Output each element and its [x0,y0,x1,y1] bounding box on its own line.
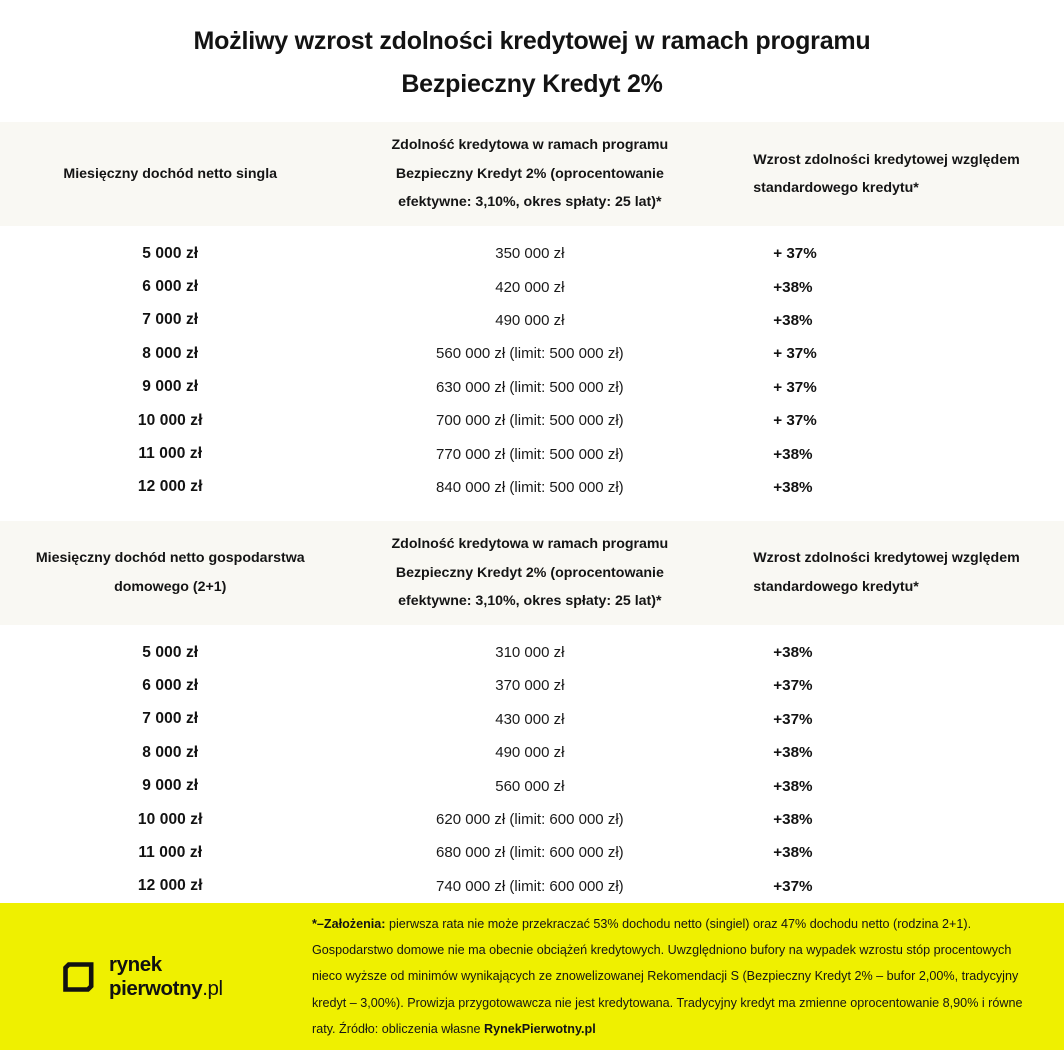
cell-income: 7 000 zł [142,710,199,728]
cell-income: 9 000 zł [142,378,199,396]
cell-growth: +37% [773,877,813,895]
cell-growth: +38% [773,644,813,662]
table-row [0,270,1064,303]
header-capacity-line-1: Zdolność kredytowa w ramach programu [391,536,669,553]
cell-growth: +38% [773,811,813,829]
footnote-source-brand: RynekPierwotny.pl [483,1021,596,1036]
cell-growth: + 37% [773,412,817,430]
cell-income: 9 000 zł [142,777,199,795]
cell-income: 6 000 zł [142,676,199,694]
cell-capacity: 310 000 zł [495,644,565,662]
brand-logo[interactable] [40,953,312,1001]
page-title [0,0,1064,122]
header-capacity-line-1: Zdolność kredytowa w ramach programu [391,137,669,154]
header-growth-line-2: standardowego kredytu* [753,578,919,595]
cell-growth: +37% [773,710,813,728]
table-header-row [0,521,1064,625]
cell-income: 5 000 zł [142,244,199,262]
table-header-row [0,122,1064,226]
table-row [0,769,1064,802]
cell-capacity: 560 000 zł [495,777,565,795]
cell-capacity: 350 000 zł [495,245,565,263]
cell-growth: +38% [773,478,813,496]
cell-income: 10 000 zł [137,810,203,828]
footnote-star: *– [312,917,324,932]
cell-growth: +38% [773,777,813,795]
table-top-spacer [0,226,1064,237]
table-row [0,703,1064,736]
cell-income: 11 000 zł [138,843,203,861]
cell-capacity: 740 000 zł (limit: 600 000 zł) [436,877,624,895]
cell-income: 8 000 zł [142,743,199,761]
table-row [0,669,1064,702]
table-row [0,471,1064,504]
cell-income: 10 000 zł [137,411,203,429]
cell-capacity: 560 000 zł (limit: 500 000 zł) [436,345,624,363]
table-row [0,836,1064,869]
table-row [0,304,1064,337]
brand-wordmark [109,953,223,1001]
cell-growth: +38% [773,844,813,862]
cell-income: 12 000 zł [137,877,203,895]
cell-growth: +38% [773,445,813,463]
table-row [0,437,1064,470]
cell-income: 5 000 zł [142,643,199,661]
cell-growth: + 37% [773,345,817,363]
header-growth-line-2: standardowego kredytu* [753,180,919,196]
header-col-growth [719,544,1064,601]
brand-tld: .pl [202,976,223,1000]
cell-growth: + 37% [773,245,817,263]
cell-income: 6 000 zł [142,278,199,296]
table-row [0,870,1064,903]
header-col-income: Miesięczny dochód netto singla [63,165,278,182]
table-row [0,404,1064,437]
cell-income: 12 000 zł [137,478,203,496]
cell-capacity: 630 000 zł (limit: 500 000 zł) [436,378,624,396]
table-top-spacer [0,625,1064,636]
header-col-income [0,544,340,601]
title-line-1: Możliwy wzrost zdolności kredytowej w ramach programu [193,27,871,55]
brand-line-2: pierwotny [109,976,203,1000]
header-income-line-1: Miesięczny dochód netto gospodarstwa [35,550,305,567]
table-row [0,736,1064,769]
cell-capacity: 490 000 zł [495,311,565,329]
table-row [0,337,1064,370]
cell-growth: +38% [773,744,813,762]
cell-capacity: 430 000 zł [495,710,565,728]
header-growth-line-1: Wzrost zdolności kredytowej względem [753,151,1020,168]
table-row [0,636,1064,669]
footer-bar [0,903,1064,1050]
header-col-growth [719,146,1064,203]
header-growth-line-1: Wzrost zdolności kredytowej względem [753,550,1020,567]
header-capacity-line-2: Bezpieczny Kredyt 2% (oprocentowanie [395,165,664,182]
footnote-label: Założenia: [323,917,386,932]
cell-income: 8 000 zł [142,344,199,362]
cell-growth: + 37% [773,378,817,396]
header-income-line-2: domowego (2+1) [114,578,227,595]
cube-logo-icon [58,958,96,996]
section-gap [0,504,1064,521]
cell-growth: +38% [773,311,813,329]
footnote-text [312,911,1040,1041]
table-row [0,237,1064,270]
header-col-capacity [340,530,719,615]
cell-capacity: 490 000 zł [495,744,565,762]
table-row [0,803,1064,836]
cell-capacity: 620 000 zł (limit: 600 000 zł) [436,811,624,829]
header-col-capacity [340,131,719,216]
cell-capacity: 840 000 zł (limit: 500 000 zł) [436,478,624,496]
header-capacity-line-3: efektywne: 3,10%, okres spłaty: 25 lat)* [398,593,662,610]
cell-capacity: 700 000 zł (limit: 500 000 zł) [436,412,624,430]
cell-capacity: 420 000 zł [495,278,565,296]
cell-capacity: 770 000 zł (limit: 500 000 zł) [436,445,624,463]
table-row [0,371,1064,404]
cell-capacity: 370 000 zł [495,677,565,695]
cell-income: 11 000 zł [138,445,203,463]
table-single-income [0,122,1064,504]
footnote-body: pierwsza rata nie może przekraczać 53% dochodu netto (singiel) oraz 47% dochodu netto (rodzina 2+1). Gospodarstwo domowe nie ma obecnie obciążeń kredytowych. Uwzględniono bufory na wypadek wzrostu stóp procentowych nieco wyższe od minimów wynikających ze znowelizowanej Rekomendacji S (Bezpieczny Kredyt 2% – bufor 2,00%, tradycyjny kredyt – 3,00%). Prowizja przygotowawcza nie jest kredytowana. Tradycyjny kredyt ma zmienne oprocentowanie 8,90% i równe raty. Źródło: obliczenia własne [312,917,1023,1036]
cell-growth: +37% [773,677,813,695]
title-line-2: Bezpieczny Kredyt 2% [401,70,663,98]
brand-line-1: rynek [109,952,162,976]
table-household-income [0,521,1064,903]
header-capacity-line-2: Bezpieczny Kredyt 2% (oprocentowanie [395,564,664,581]
cell-income: 7 000 zł [142,311,199,329]
cell-growth: +38% [773,278,813,296]
cell-capacity: 680 000 zł (limit: 600 000 zł) [436,844,624,862]
header-capacity-line-3: efektywne: 3,10%, okres spłaty: 25 lat)* [398,194,662,211]
